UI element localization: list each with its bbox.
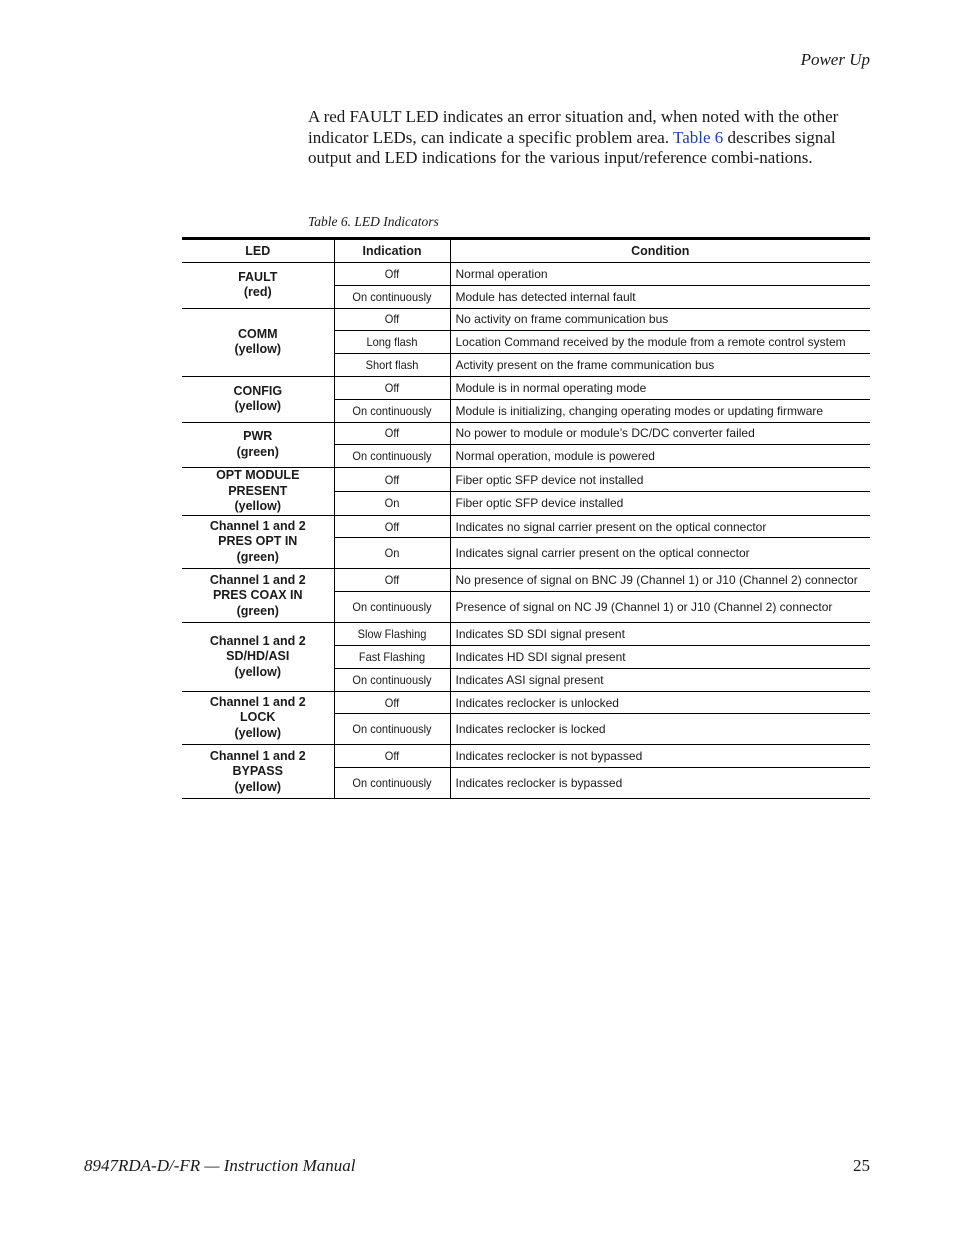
intro-paragraph: [308, 107, 870, 169]
condition-cell: Activity present on the frame communication bus: [450, 354, 870, 377]
indication-cell: On continuously: [339, 592, 446, 623]
indication-cell: Fast Flashing: [339, 646, 446, 669]
led-name-line: (yellow): [234, 725, 282, 740]
led-name-line: SD/HD/ASI: [226, 649, 290, 664]
indication-cell: On: [339, 491, 446, 515]
indication-cell: Off: [339, 308, 446, 331]
led-name-line: PRES COAX IN: [212, 588, 303, 603]
condition-cell: Presence of signal on NC J9 (Channel 1) or J10 (Channel 2) connector: [450, 592, 870, 623]
condition-cell: No power to module or module’s DC/DC converter failed: [450, 422, 870, 445]
led-name-line: PRES OPT IN: [218, 534, 298, 549]
indication-cell: Off: [339, 468, 446, 492]
led-name-cell: [182, 569, 334, 623]
header-condition: Condition: [450, 239, 870, 263]
led-name-line: (yellow): [234, 399, 282, 414]
header-indication: Indication: [334, 239, 450, 263]
indication-cell: Short flash: [339, 354, 446, 377]
indication-cell: On continuously: [339, 714, 446, 745]
led-name-cell: [182, 468, 334, 516]
indication-cell: On continuously: [339, 445, 446, 468]
indication-cell: Off: [339, 569, 446, 592]
led-name-line: (yellow): [234, 342, 282, 357]
table-row: [182, 745, 870, 768]
indication-cell: Off: [339, 691, 446, 714]
led-name-line: Channel 1 and 2: [209, 633, 306, 648]
indication-cell: Off: [339, 515, 446, 538]
led-name-line: (green): [236, 603, 279, 618]
table-row: [182, 691, 870, 714]
condition-cell: Indicates no signal carrier present on the optical connector: [450, 515, 870, 538]
led-name-cell: [182, 422, 334, 468]
condition-cell: Location Command received by the module from a remote control system: [450, 331, 870, 354]
table-row: [182, 623, 870, 646]
table-6-link[interactable]: Table 6: [673, 127, 724, 147]
led-name-line: (yellow): [234, 499, 282, 514]
table-row: [182, 308, 870, 331]
condition-cell: Indicates SD SDI signal present: [450, 623, 870, 646]
table-header-row: [182, 239, 870, 263]
condition-cell: Module is in normal operating mode: [450, 376, 870, 399]
led-name-cell: [182, 376, 334, 422]
intro-text-start: A red FAULT LED indicates an error situation and, when noted with the other indicator LEDs, can indicate a specific problem area.: [308, 107, 839, 147]
table-row: [182, 376, 870, 399]
led-name-line: Channel 1 and 2: [209, 518, 306, 533]
condition-cell: Normal operation: [450, 263, 870, 286]
indication-cell: On continuously: [339, 768, 446, 799]
condition-cell: Fiber optic SFP device not installed: [450, 468, 870, 492]
condition-cell: Indicates reclocker is bypassed: [450, 768, 870, 799]
indication-cell: On continuously: [339, 285, 446, 308]
led-name-line: COMM: [237, 326, 278, 341]
led-name-line: (yellow): [234, 779, 282, 794]
header-led: LED: [182, 239, 334, 263]
indication-cell: Off: [339, 376, 446, 399]
led-name-cell: [182, 263, 334, 309]
condition-cell: Indicates reclocker is unlocked: [450, 691, 870, 714]
condition-cell: Indicates signal carrier present on the optical connector: [450, 538, 870, 569]
led-name-line: Channel 1 and 2: [209, 748, 306, 763]
indication-cell: Off: [339, 422, 446, 445]
led-name-line: CONFIG: [233, 383, 283, 398]
led-name-cell: [182, 623, 334, 691]
condition-cell: Normal operation, module is powered: [450, 445, 870, 468]
led-name-line: Channel 1 and 2: [209, 694, 306, 709]
led-name-line: BYPASS: [232, 764, 283, 779]
led-name-line: FAULT: [238, 269, 278, 284]
indication-cell: Off: [339, 745, 446, 768]
table-row: [182, 422, 870, 445]
footer-title: 8947RDA-D/-FR — Instruction Manual: [84, 1156, 356, 1175]
condition-cell: Indicates reclocker is not bypassed: [450, 745, 870, 768]
table-row: [182, 569, 870, 592]
condition-cell: Indicates HD SDI signal present: [450, 646, 870, 669]
condition-cell: No activity on frame communication bus: [450, 308, 870, 331]
condition-cell: No presence of signal on BNC J9 (Channel 1) or J10 (Channel 2) connector: [450, 569, 870, 592]
led-name-line: (yellow): [234, 664, 282, 679]
led-name-cell: [182, 308, 334, 376]
condition-cell: Module has detected internal fault: [450, 285, 870, 308]
led-name-line: (green): [236, 549, 279, 564]
indication-cell: Long flash: [339, 331, 446, 354]
table-row: [182, 468, 870, 492]
indication-cell: Off: [339, 263, 446, 286]
led-indicators-table: [182, 237, 870, 799]
led-name-cell: [182, 745, 334, 799]
condition-cell: Module is initializing, changing operating modes or updating firmware: [450, 399, 870, 422]
led-name-line: OPT MODULE PRESENT: [216, 468, 300, 498]
led-name-cell: [182, 691, 334, 745]
table-caption: Table 6. LED Indicators: [308, 214, 439, 229]
condition-cell: Indicates ASI signal present: [450, 668, 870, 691]
led-name-line: PWR: [243, 429, 273, 444]
indication-cell: On continuously: [339, 399, 446, 422]
table-body: [182, 263, 870, 799]
page-number: 25: [853, 1156, 870, 1175]
running-head: Power Up: [800, 50, 870, 69]
led-name-cell: [182, 515, 334, 569]
condition-cell: Indicates reclocker is locked: [450, 714, 870, 745]
indication-cell: Slow Flashing: [339, 623, 446, 646]
condition-cell: Fiber optic SFP device installed: [450, 491, 870, 515]
indication-cell: On continuously: [339, 668, 446, 691]
table-row: [182, 263, 870, 286]
led-name-line: LOCK: [240, 710, 276, 725]
led-name-line: Channel 1 and 2: [209, 572, 306, 587]
led-name-line: (red): [243, 285, 272, 300]
table-row: [182, 515, 870, 538]
indication-cell: On: [339, 538, 446, 569]
led-name-line: (green): [236, 444, 279, 459]
intro-text-end: describes signal output and LED indications for the various input/reference combi-nations.: [308, 127, 836, 167]
